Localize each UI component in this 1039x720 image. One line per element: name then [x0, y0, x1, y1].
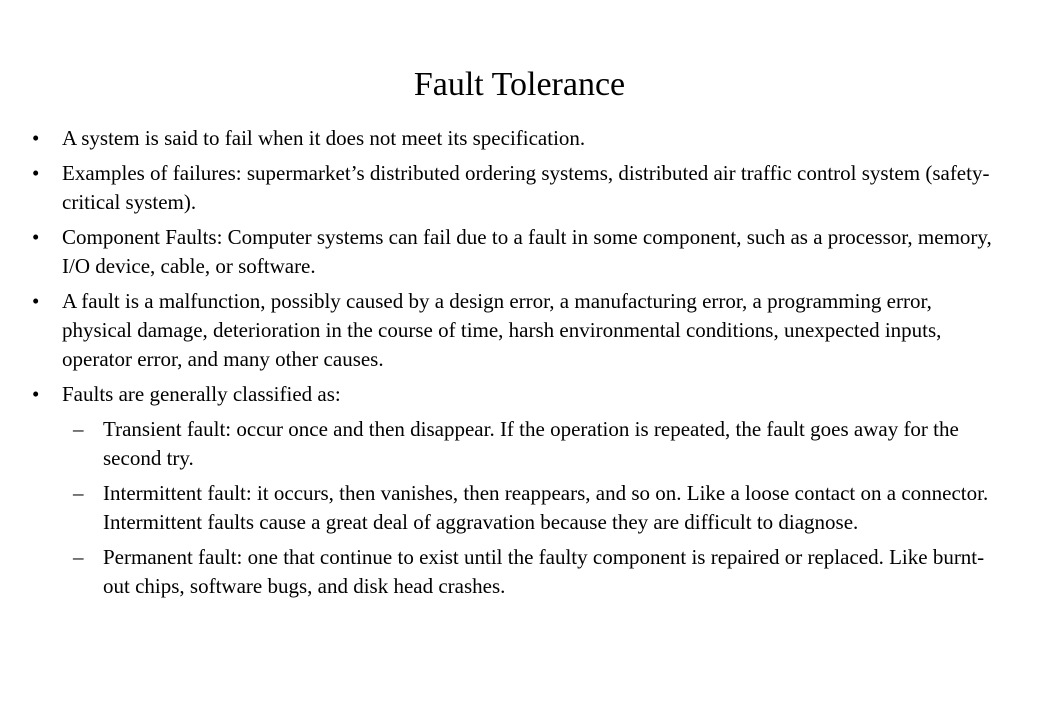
- bullet-text: Component Faults: Computer systems can fail due to a fault in some component, such as a processor, memory, I/O device, cable, or software.: [62, 225, 992, 278]
- sub-item-text: Transient fault: occur once and then disappear. If the operation is repeated, the fault goes away for the second try.: [103, 417, 959, 470]
- sub-list: [0, 415, 1039, 601]
- bullet-text: Examples of failures: supermarket’s distributed ordering systems, distributed air traffic control system (safety-critical system).: [62, 161, 990, 214]
- bullet-text: A system is said to fail when it does not meet its specification.: [62, 126, 586, 150]
- sub-item: [73, 415, 1008, 473]
- sub-item-text: Intermittent fault: it occurs, then vanishes, then reappears, and so on. Like a loose contact on a connector. Intermittent faults cause a great deal of aggravation because they are difficult to diagnose.: [103, 481, 989, 534]
- slide-title: Fault Tolerance: [413, 66, 626, 103]
- bullet-text: Faults are generally classified as:: [62, 382, 341, 406]
- bullet-marker: •: [32, 225, 40, 249]
- bullet-item: [32, 380, 1002, 409]
- bullet-item: [32, 287, 1002, 374]
- bullet-list: [0, 124, 1039, 607]
- bullet-item: [32, 124, 1002, 153]
- bullet-text: A fault is a malfunction, possibly caused by a design error, a manufacturing error, a programming error, physical damage, deterioration in the course of time, harsh environmental conditions, unexpected inputs, operator error, and many other causes.: [62, 289, 942, 371]
- bullet-marker: •: [32, 161, 40, 185]
- bullet-marker: •: [32, 289, 40, 313]
- bullet-marker: •: [32, 126, 40, 150]
- dash-marker: –: [73, 545, 84, 569]
- dash-marker: –: [73, 417, 84, 441]
- sub-item: [73, 543, 1008, 601]
- bullet-item: [32, 223, 1002, 281]
- sub-item-text: Permanent fault: one that continue to exist until the faulty component is repaired or replaced. Like burnt-out chips, software bugs, and disk head crashes.: [103, 545, 985, 598]
- dash-marker: –: [73, 481, 84, 505]
- bullet-marker: •: [32, 382, 40, 406]
- sub-list-container: [0, 415, 1039, 601]
- bullet-item: [32, 159, 1002, 217]
- sub-item: [73, 479, 1008, 537]
